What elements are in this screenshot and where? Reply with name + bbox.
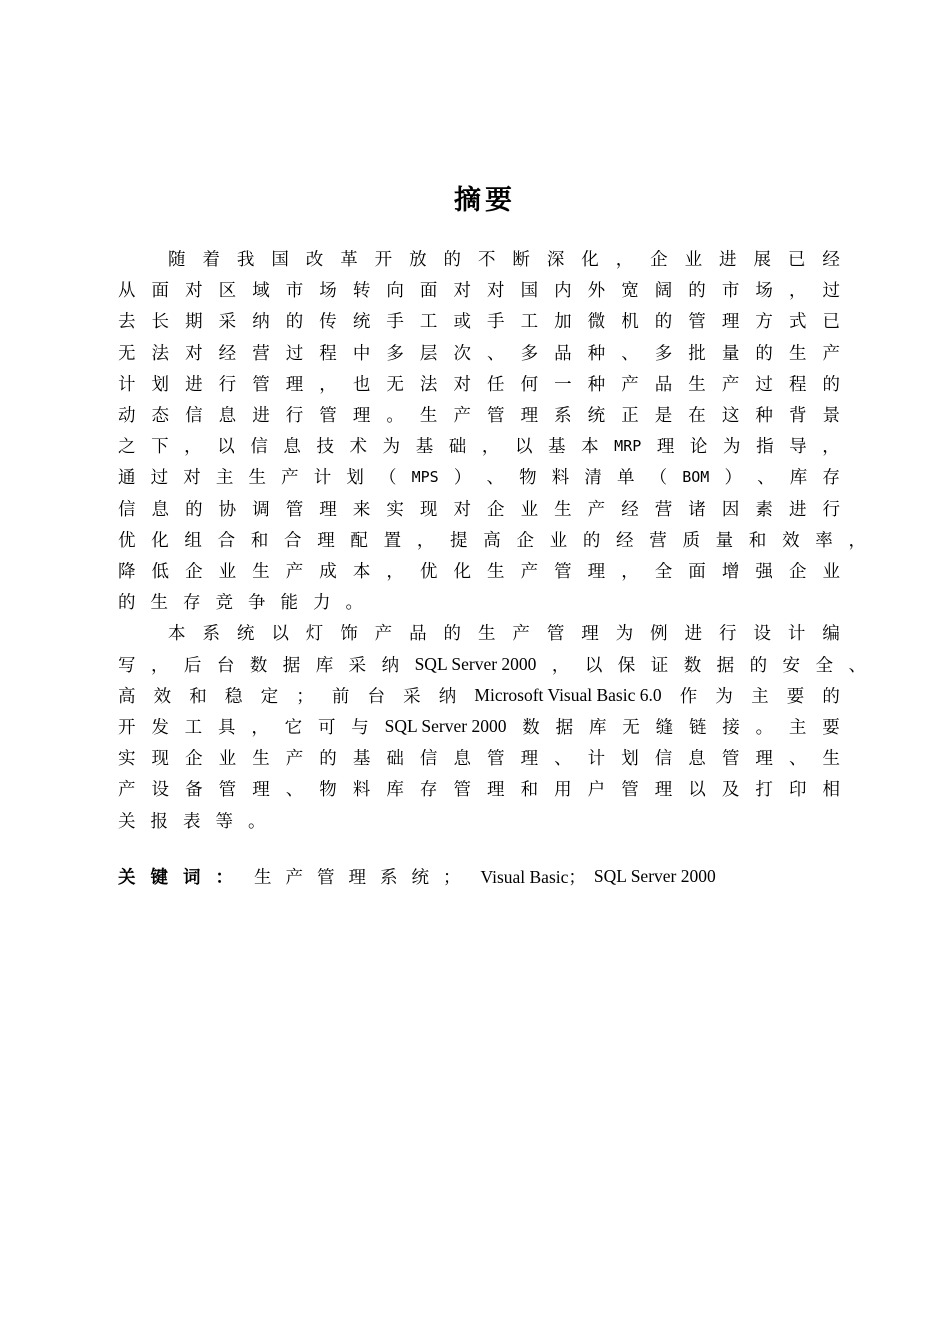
abstract-line: 本 系 统 以 灯 饰 产 品 的 生 产 管 理 为 例 进 行 设 计 编: [168, 624, 840, 645]
abstract-line: 从 面 对 区 域 市 场 转 向 面 对 对 国 内 外 宽 阔 的 市 场 ， 过: [118, 281, 840, 302]
abstract-line: 无 法 对 经 营 过 程 中 多 层 次 、 多 品 种 、 多 批 量 的 生 产: [118, 343, 840, 364]
abstract-line: 动 态 信 息 进 行 管 理 。 生 产 管 理 系 统 正 是 在 这 种 背 景: [118, 406, 840, 426]
abstract-line: 去 长 期 采 纳 的 传 统 手 工 或 手 工 加 微 机 的 管 理 方 式 已: [118, 312, 840, 333]
abstract-line: 优 化 组 合 和 合 理 配 置 ， 提 高 企 业 的 经 营 质 量 和 效 率 ，: [118, 530, 866, 551]
abstract-line: 之 下 ， 以 信 息 技 术 为 基 础 ， 以 基 本 MRP 理 论 为 指 导 ，: [118, 436, 840, 458]
abstract-line: 随 着 我 国 改 革 开 放 的 不 断 深 化 ， 企 业 进 展 已 经: [168, 250, 840, 270]
abstract-line: 的 生 存 竞 争 能 力 。: [118, 593, 363, 614]
abstract-line: 高 效 和 稳 定 ； 前 台 采 纳 Microsoft Visual Basic 6.0 作 为 主 要 的: [118, 684, 840, 707]
page-title: 摘要: [454, 185, 516, 216]
keywords-label: 关键词：: [118, 868, 248, 888]
abstract-line: 产 设 备 管 理 、 物 料 库 存 管 理 和 用 户 管 理 以 及 打 印 相: [118, 780, 840, 801]
abstract-line: 计 划 进 行 管 理 ， 也 无 法 对 任 何 一 种 产 品 生 产 过 程 的: [118, 374, 840, 395]
abstract-line: 通 过 对 主 生 产 计 划 （ MPS ） 、 物 料 清 单 （ BOM ） 、 库 存: [118, 467, 840, 489]
keywords-line: [118, 861, 718, 892]
keyword-item: Visual Basic；: [480, 867, 586, 887]
keyword-item: 生产管理系统；: [254, 868, 475, 888]
abstract-line: 开 发 工 具 ， 它 可 与 SQL Server 2000 数 据 库 无 缝 链 接 。 主 要: [118, 716, 840, 738]
keyword-item: SQL Server 2000: [593, 866, 716, 886]
abstract-line: 降 低 企 业 生 产 成 本 ， 优 化 生 产 管 理 ， 全 面 增 强 企 业: [118, 562, 840, 582]
abstract-line: 写 ， 后 台 数 据 库 采 纳 SQL Server 2000 ， 以 保 证 数 据 的 安 全 、: [118, 653, 866, 676]
abstract-line: 实 现 企 业 生 产 的 基 础 信 息 管 理 、 计 划 信 息 管 理 、 生: [118, 749, 840, 770]
abstract-line: 关 报 表 等 。: [118, 811, 266, 832]
abstract-line: 信 息 的 协 调 管 理 来 实 现 对 企 业 生 产 经 营 诸 因 素 进 行: [118, 499, 840, 520]
